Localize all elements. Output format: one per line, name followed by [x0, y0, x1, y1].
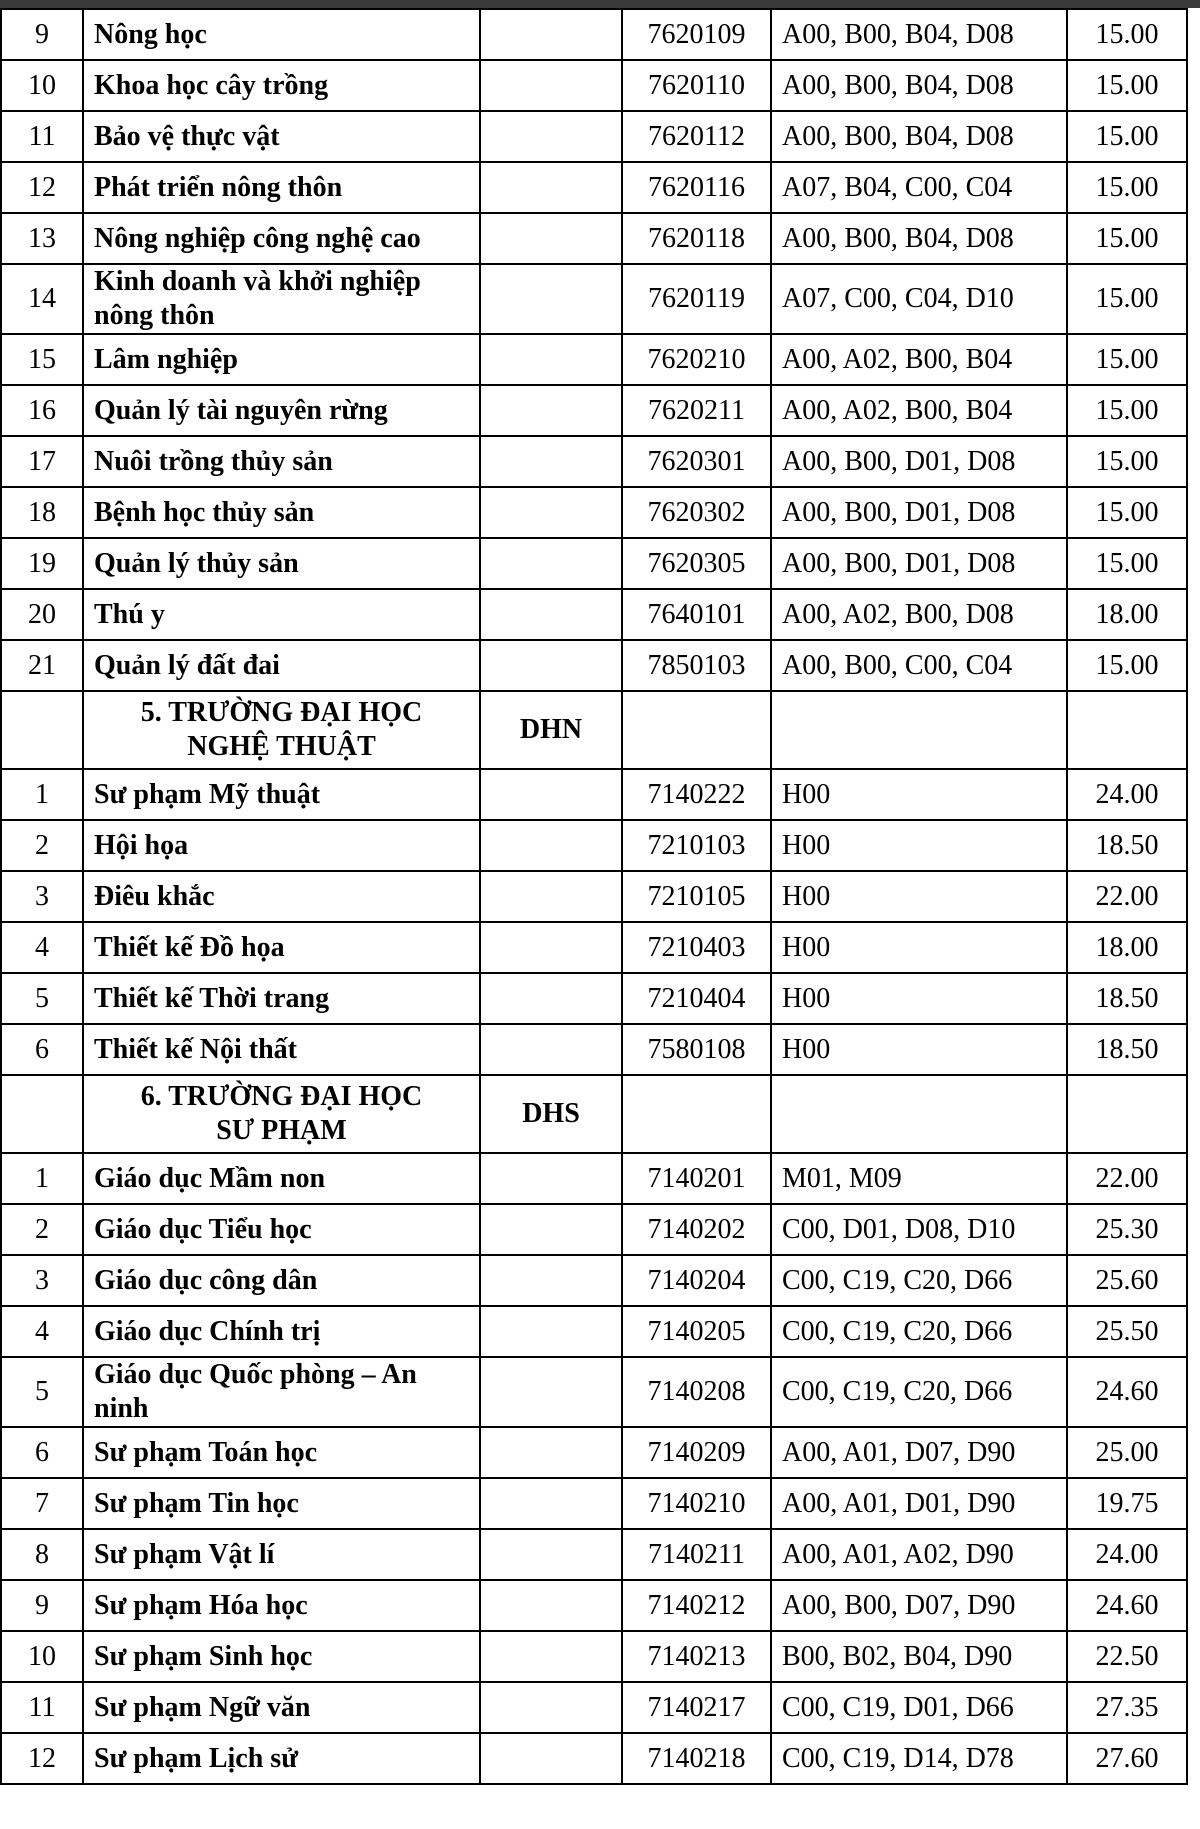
subject-combos: A00, B00, D01, D08: [771, 487, 1067, 538]
subject-combos: A07, B04, C00, C04: [771, 162, 1067, 213]
table-row: [1, 487, 1187, 538]
major-name: Điêu khắc: [83, 871, 480, 922]
major-code: 7620110: [622, 60, 771, 111]
subject-combos: C00, C19, C20, D66: [771, 1255, 1067, 1306]
school-name-line: SƯ PHẠM: [216, 1115, 347, 1146]
subject-combos: A00, A02, B00, B04: [771, 385, 1067, 436]
school-symbol: [480, 264, 622, 334]
subject-combos: A00, B00, B04, D08: [771, 9, 1067, 60]
subject-combos: A00, A02, B00, D08: [771, 589, 1067, 640]
row-number: 6: [1, 1024, 83, 1075]
major-code: 7140204: [622, 1255, 771, 1306]
school-symbol: [480, 1024, 622, 1075]
row-number: 4: [1, 1306, 83, 1357]
table-row: [1, 1478, 1187, 1529]
major-name: Lâm nghiệp: [83, 334, 480, 385]
subject-combos: A00, B00, D01, D08: [771, 538, 1067, 589]
row-number: 17: [1, 436, 83, 487]
major-name: Sư phạm Hóa học: [83, 1580, 480, 1631]
subject-combos: [771, 1075, 1067, 1153]
table-row: [1, 1580, 1187, 1631]
major-name: Nuôi trồng thủy sản: [83, 436, 480, 487]
table-row: [1, 1733, 1187, 1784]
major-code: 7210404: [622, 973, 771, 1024]
cutoff-score: 15.00: [1067, 264, 1187, 334]
row-number: 14: [1, 264, 83, 334]
table-row: [1, 1306, 1187, 1357]
row-number: 11: [1, 111, 83, 162]
major-name: Thiết kế Thời trang: [83, 973, 480, 1024]
cutoff-score: 15.00: [1067, 487, 1187, 538]
cutoff-score: 24.00: [1067, 769, 1187, 820]
table-row: [1, 1153, 1187, 1204]
subject-combos: [771, 691, 1067, 769]
cutoff-score: 27.60: [1067, 1733, 1187, 1784]
major-name: Giáo dục Chính trị: [83, 1306, 480, 1357]
subject-combos: C00, C19, C20, D66: [771, 1306, 1067, 1357]
cutoff-score: 19.75: [1067, 1478, 1187, 1529]
subject-combos: A00, A01, D07, D90: [771, 1427, 1067, 1478]
cutoff-score: 18.00: [1067, 922, 1187, 973]
table-row: [1, 1024, 1187, 1075]
school-symbol: [480, 385, 622, 436]
cutoff-score: 24.60: [1067, 1580, 1187, 1631]
major-name: Phát triển nông thôn: [83, 162, 480, 213]
row-number: 1: [1, 1153, 83, 1204]
school-symbol: [480, 1529, 622, 1580]
table-row: [1, 973, 1187, 1024]
school-symbol: [480, 871, 622, 922]
row-number: 10: [1, 60, 83, 111]
major-code: 7140205: [622, 1306, 771, 1357]
row-number: 19: [1, 538, 83, 589]
row-number: 3: [1, 871, 83, 922]
school-symbol: [480, 640, 622, 691]
row-number: 7: [1, 1478, 83, 1529]
major-code: 7140217: [622, 1682, 771, 1733]
subject-combos: B00, B02, B04, D90: [771, 1631, 1067, 1682]
major-code: 7210103: [622, 820, 771, 871]
major-name: Quản lý đất đai: [83, 640, 480, 691]
cutoff-score: 15.00: [1067, 385, 1187, 436]
table-row: [1, 334, 1187, 385]
subject-combos: H00: [771, 820, 1067, 871]
school-header-row: [1, 691, 1187, 769]
admission-scores-table: [0, 8, 1188, 1785]
school-symbol: [480, 589, 622, 640]
major-name: Khoa học cây trồng: [83, 60, 480, 111]
major-name: Giáo dục công dân: [83, 1255, 480, 1306]
school-symbol: [480, 1631, 622, 1682]
cutoff-score: 15.00: [1067, 9, 1187, 60]
school-symbol: [480, 111, 622, 162]
row-number: 20: [1, 589, 83, 640]
table-row: [1, 1357, 1187, 1427]
table-row: [1, 769, 1187, 820]
subject-combos: C00, C19, D14, D78: [771, 1733, 1067, 1784]
table-row: [1, 385, 1187, 436]
cutoff-score: 25.30: [1067, 1204, 1187, 1255]
row-number: 9: [1, 1580, 83, 1631]
school-symbol: [480, 922, 622, 973]
subject-combos: H00: [771, 973, 1067, 1024]
subject-combos: A07, C00, C04, D10: [771, 264, 1067, 334]
school-name: [83, 1075, 480, 1153]
school-symbol: [480, 213, 622, 264]
cutoff-score: 25.50: [1067, 1306, 1187, 1357]
row-number: [1, 691, 83, 769]
table-row: [1, 264, 1187, 334]
cutoff-score: [1067, 691, 1187, 769]
major-code: 7140210: [622, 1478, 771, 1529]
table-row: [1, 111, 1187, 162]
row-number: 13: [1, 213, 83, 264]
table-row: [1, 820, 1187, 871]
major-code: [622, 691, 771, 769]
subject-combos: A00, A01, A02, D90: [771, 1529, 1067, 1580]
school-name-line: NGHỆ THUẬT: [187, 731, 376, 762]
school-symbol: [480, 973, 622, 1024]
major-name: Giáo dục Mầm non: [83, 1153, 480, 1204]
major-code: 7140211: [622, 1529, 771, 1580]
major-code: 7620112: [622, 111, 771, 162]
major-name: Bệnh học thủy sản: [83, 487, 480, 538]
table-row: [1, 60, 1187, 111]
row-number: 16: [1, 385, 83, 436]
school-symbol: [480, 334, 622, 385]
school-symbol: [480, 1427, 622, 1478]
major-code: 7620116: [622, 162, 771, 213]
row-number: 15: [1, 334, 83, 385]
row-number: 3: [1, 1255, 83, 1306]
major-name: Bảo vệ thực vật: [83, 111, 480, 162]
table-row: [1, 162, 1187, 213]
school-symbol: [480, 1204, 622, 1255]
school-symbol: [480, 436, 622, 487]
subject-combos: C00, C19, D01, D66: [771, 1682, 1067, 1733]
row-number: 4: [1, 922, 83, 973]
major-code: 7140208: [622, 1357, 771, 1427]
major-name: Kinh doanh và khởi nghiệp nông thôn: [83, 264, 480, 334]
table-row: [1, 1529, 1187, 1580]
cutoff-score: 15.00: [1067, 436, 1187, 487]
school-symbol: [480, 1580, 622, 1631]
major-name: Nông nghiệp công nghệ cao: [83, 213, 480, 264]
table-row: [1, 1682, 1187, 1733]
row-number: 2: [1, 820, 83, 871]
cutoff-score: 15.00: [1067, 111, 1187, 162]
subject-combos: A00, B00, C00, C04: [771, 640, 1067, 691]
major-code: 7140202: [622, 1204, 771, 1255]
major-name: Hội họa: [83, 820, 480, 871]
subject-combos: H00: [771, 769, 1067, 820]
row-number: 5: [1, 973, 83, 1024]
cutoff-score: 22.00: [1067, 871, 1187, 922]
major-code: 7140218: [622, 1733, 771, 1784]
row-number: 12: [1, 162, 83, 213]
subject-combos: A00, B00, B04, D08: [771, 213, 1067, 264]
school-header-row: [1, 1075, 1187, 1153]
major-name: Sư phạm Ngữ văn: [83, 1682, 480, 1733]
table-row: [1, 1631, 1187, 1682]
major-name: Quản lý thủy sản: [83, 538, 480, 589]
major-code: 7620301: [622, 436, 771, 487]
subject-combos: C00, D01, D08, D10: [771, 1204, 1067, 1255]
cutoff-score: 18.50: [1067, 820, 1187, 871]
major-name: Sư phạm Toán học: [83, 1427, 480, 1478]
major-code: 7140222: [622, 769, 771, 820]
table-row: [1, 922, 1187, 973]
table-row: [1, 589, 1187, 640]
cutoff-score: [1067, 1075, 1187, 1153]
cutoff-score: 15.00: [1067, 334, 1187, 385]
major-code: 7140209: [622, 1427, 771, 1478]
cutoff-score: 22.00: [1067, 1153, 1187, 1204]
table-row: [1, 436, 1187, 487]
row-number: 1: [1, 769, 83, 820]
major-code: 7850103: [622, 640, 771, 691]
school-symbol: [480, 1357, 622, 1427]
cutoff-score: 24.00: [1067, 1529, 1187, 1580]
major-name: Sư phạm Vật lí: [83, 1529, 480, 1580]
subject-combos: A00, A02, B00, B04: [771, 334, 1067, 385]
subject-combos: H00: [771, 922, 1067, 973]
major-code: 7140212: [622, 1580, 771, 1631]
table-row: [1, 1427, 1187, 1478]
cutoff-score: 25.00: [1067, 1427, 1187, 1478]
subject-combos: A00, B00, D01, D08: [771, 436, 1067, 487]
subject-combos: H00: [771, 871, 1067, 922]
subject-combos: H00: [771, 1024, 1067, 1075]
school-name-line: 6. TRƯỜNG ĐẠI HỌC: [140, 1081, 423, 1112]
row-number: 2: [1, 1204, 83, 1255]
major-code: 7140213: [622, 1631, 771, 1682]
major-code: 7620211: [622, 385, 771, 436]
cutoff-score: 15.00: [1067, 640, 1187, 691]
cutoff-score: 24.60: [1067, 1357, 1187, 1427]
school-symbol: [480, 1733, 622, 1784]
major-name: Giáo dục Tiểu học: [83, 1204, 480, 1255]
row-number: 5: [1, 1357, 83, 1427]
subject-combos: M01, M09: [771, 1153, 1067, 1204]
major-name: Sư phạm Mỹ thuật: [83, 769, 480, 820]
school-symbol: [480, 1306, 622, 1357]
table-row: [1, 213, 1187, 264]
cutoff-score: 15.00: [1067, 60, 1187, 111]
school-symbol: [480, 162, 622, 213]
school-symbol: [480, 820, 622, 871]
table-row: [1, 871, 1187, 922]
row-number: 18: [1, 487, 83, 538]
subject-combos: C00, C19, C20, D66: [771, 1357, 1067, 1427]
row-number: 6: [1, 1427, 83, 1478]
major-name: Nông học: [83, 9, 480, 60]
school-symbol: [480, 487, 622, 538]
major-code: 7620305: [622, 538, 771, 589]
cutoff-score: 18.00: [1067, 589, 1187, 640]
row-number: 21: [1, 640, 83, 691]
top-bar: [0, 0, 1200, 8]
subject-combos: A00, B00, B04, D08: [771, 111, 1067, 162]
major-code: 7620210: [622, 334, 771, 385]
row-number: [1, 1075, 83, 1153]
row-number: 11: [1, 1682, 83, 1733]
cutoff-score: 18.50: [1067, 1024, 1187, 1075]
table-row: [1, 1204, 1187, 1255]
cutoff-score: 22.50: [1067, 1631, 1187, 1682]
table-row: [1, 538, 1187, 589]
cutoff-score: 15.00: [1067, 538, 1187, 589]
major-code: 7210105: [622, 871, 771, 922]
subject-combos: A00, A01, D01, D90: [771, 1478, 1067, 1529]
school-name-line: 5. TRƯỜNG ĐẠI HỌC: [140, 697, 423, 728]
major-code: 7580108: [622, 1024, 771, 1075]
row-number: 8: [1, 1529, 83, 1580]
cutoff-score: 15.00: [1067, 162, 1187, 213]
table-row: [1, 640, 1187, 691]
major-code: 7620118: [622, 213, 771, 264]
school-symbol: [480, 1153, 622, 1204]
major-name: Sư phạm Lịch sử: [83, 1733, 480, 1784]
table-row: [1, 1255, 1187, 1306]
school-symbol: [480, 1255, 622, 1306]
major-code: 7620109: [622, 9, 771, 60]
school-symbol: [480, 1478, 622, 1529]
major-code: 7640101: [622, 589, 771, 640]
row-number: 9: [1, 9, 83, 60]
major-name: Giáo dục Quốc phòng – An ninh: [83, 1357, 480, 1427]
major-name: Thú y: [83, 589, 480, 640]
cutoff-score: 27.35: [1067, 1682, 1187, 1733]
school-name: [83, 691, 480, 769]
major-name: Sư phạm Tin học: [83, 1478, 480, 1529]
major-name: Quản lý tài nguyên rừng: [83, 385, 480, 436]
major-code: 7620302: [622, 487, 771, 538]
school-symbol: [480, 1682, 622, 1733]
school-symbol: DHN: [480, 691, 622, 769]
major-code: [622, 1075, 771, 1153]
major-code: 7140201: [622, 1153, 771, 1204]
row-number: 12: [1, 1733, 83, 1784]
subject-combos: A00, B00, B04, D08: [771, 60, 1067, 111]
row-number: 10: [1, 1631, 83, 1682]
school-symbol: DHS: [480, 1075, 622, 1153]
cutoff-score: 25.60: [1067, 1255, 1187, 1306]
major-code: 7210403: [622, 922, 771, 973]
cutoff-score: 18.50: [1067, 973, 1187, 1024]
cutoff-score: 15.00: [1067, 213, 1187, 264]
school-symbol: [480, 769, 622, 820]
major-code: 7620119: [622, 264, 771, 334]
school-symbol: [480, 60, 622, 111]
school-symbol: [480, 9, 622, 60]
subject-combos: A00, B00, D07, D90: [771, 1580, 1067, 1631]
major-name: Sư phạm Sinh học: [83, 1631, 480, 1682]
school-symbol: [480, 538, 622, 589]
major-name: Thiết kế Đồ họa: [83, 922, 480, 973]
major-name: Thiết kế Nội thất: [83, 1024, 480, 1075]
table-row: [1, 9, 1187, 60]
